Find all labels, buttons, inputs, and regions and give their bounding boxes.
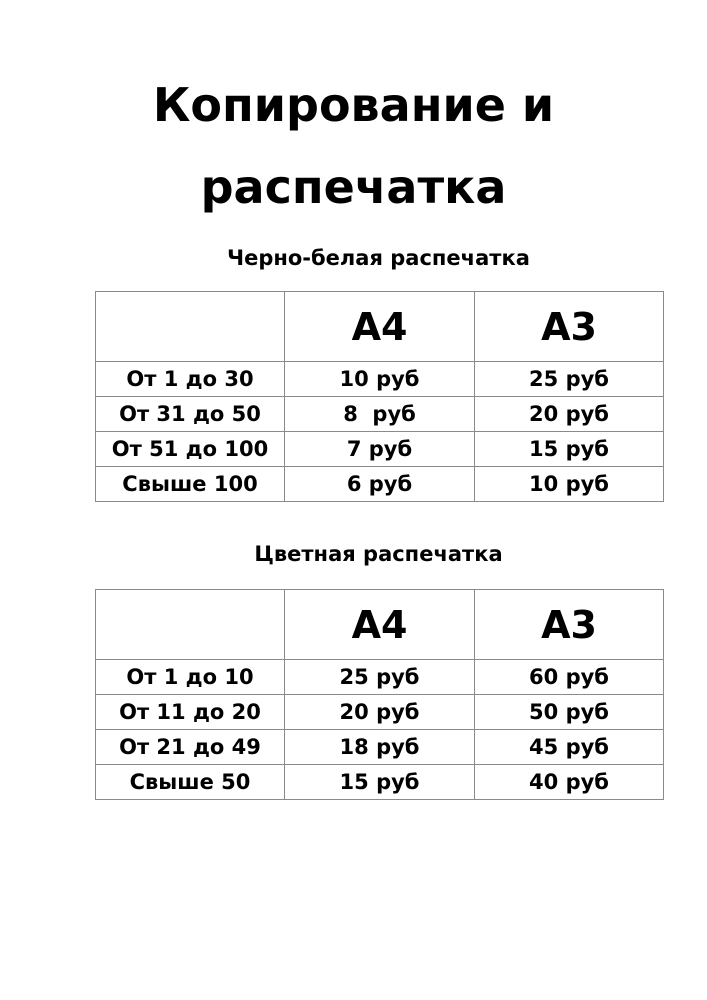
- quantity-range-cell: От 1 до 30: [96, 362, 285, 397]
- color-print-price-table: [95, 589, 664, 800]
- quantity-range-cell: Свыше 100: [96, 467, 285, 502]
- table-row: [96, 467, 664, 502]
- page-title-line-1: Копирование и: [152, 78, 555, 132]
- a4-price-cell: 8 руб: [285, 397, 475, 432]
- header-cell-a4: A4: [285, 590, 475, 660]
- a4-price-cell: 18 руб: [285, 730, 475, 765]
- quantity-range-cell: От 31 до 50: [96, 397, 285, 432]
- header-cell-a4: A4: [285, 292, 475, 362]
- quantity-range-cell: Свыше 50: [96, 765, 285, 800]
- header-cell-a3: A3: [475, 292, 664, 362]
- header-cell-a3: A3: [475, 590, 664, 660]
- a4-price-cell: 6 руб: [285, 467, 475, 502]
- a3-price-cell: 20 руб: [475, 397, 664, 432]
- table-row: [96, 362, 664, 397]
- color-print-section-title: Цветная распечатка: [254, 542, 503, 566]
- table-header-row: [96, 292, 664, 362]
- table-row: [96, 765, 664, 800]
- a4-price-cell: 20 руб: [285, 695, 475, 730]
- a3-price-cell: 50 руб: [475, 695, 664, 730]
- bw-print-section-title: Черно-белая распечатка: [227, 246, 530, 270]
- a3-price-cell: 25 руб: [475, 362, 664, 397]
- a4-price-cell: 10 руб: [285, 362, 475, 397]
- a3-price-cell: 60 руб: [475, 660, 664, 695]
- bw-print-price-table: [95, 291, 664, 502]
- header-cell-empty: [96, 590, 285, 660]
- quantity-range-cell: От 1 до 10: [96, 660, 285, 695]
- table-row: [96, 695, 664, 730]
- a3-price-cell: 15 руб: [475, 432, 664, 467]
- quantity-range-cell: От 21 до 49: [96, 730, 285, 765]
- a4-price-cell: 25 руб: [285, 660, 475, 695]
- a3-price-cell: 45 руб: [475, 730, 664, 765]
- a3-price-cell: 40 руб: [475, 765, 664, 800]
- a4-price-cell: 7 руб: [285, 432, 475, 467]
- a4-price-cell: 15 руб: [285, 765, 475, 800]
- quantity-range-cell: От 11 до 20: [96, 695, 285, 730]
- header-cell-empty: [96, 292, 285, 362]
- page-title-line-2: распечатка: [200, 160, 507, 214]
- table-row: [96, 660, 664, 695]
- table-header-row: [96, 590, 664, 660]
- table-row: [96, 432, 664, 467]
- table-row: [96, 397, 664, 432]
- quantity-range-cell: От 51 до 100: [96, 432, 285, 467]
- table-row: [96, 730, 664, 765]
- a3-price-cell: 10 руб: [475, 467, 664, 502]
